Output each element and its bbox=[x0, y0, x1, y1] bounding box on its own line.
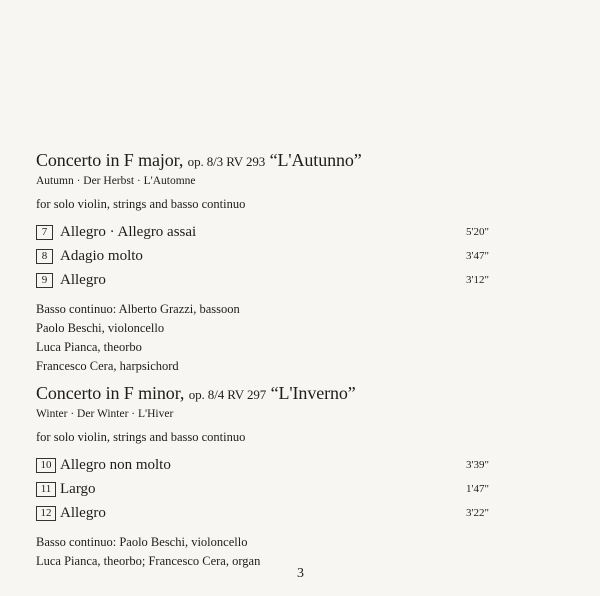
page-number: 3 bbox=[297, 566, 304, 581]
concerto-key: Concerto in F minor, bbox=[36, 383, 185, 403]
track-number: 11 bbox=[36, 482, 56, 497]
track-number: 12 bbox=[36, 506, 56, 521]
track-number: 8 bbox=[36, 249, 53, 264]
concerto-nickname: “L'Autunno” bbox=[269, 150, 362, 170]
concerto-title bbox=[36, 383, 496, 405]
concerto-scoring: for solo violin, strings and basso continuo bbox=[36, 197, 246, 211]
concerto-key: Concerto in F major, bbox=[36, 150, 184, 170]
track-row bbox=[36, 503, 496, 527]
track-name: Allegro bbox=[60, 272, 106, 288]
track-name: Allegro · Allegro assai bbox=[60, 224, 197, 240]
track-duration: 3'22" bbox=[466, 507, 489, 519]
track-duration: 3'39" bbox=[466, 459, 489, 471]
bleed-through-decoration bbox=[360, 30, 372, 45]
track-row bbox=[36, 246, 496, 270]
continuo-line: Basso continuo: Alberto Grazzi, bassoon bbox=[36, 302, 240, 316]
track-list bbox=[36, 455, 496, 527]
continuo-line: Francesco Cera, harpsichord bbox=[36, 359, 179, 373]
track-duration: 3'12" bbox=[466, 274, 489, 286]
continuo-credits bbox=[36, 300, 496, 376]
continuo-line: Luca Pianca, theorbo; Francesco Cera, organ bbox=[36, 554, 261, 568]
track-duration: 1'47" bbox=[466, 483, 489, 495]
concerto-opus: op. 8/3 RV 293 bbox=[187, 154, 266, 169]
track-duration: 5'20" bbox=[466, 226, 489, 238]
track-name: Allegro non molto bbox=[60, 457, 171, 473]
track-name: Allegro bbox=[60, 505, 106, 521]
continuo-line: Basso continuo: Paolo Beschi, violoncello bbox=[36, 535, 248, 549]
concerto-subtitle: Autumn · Der Herbst · L'Automne bbox=[36, 175, 196, 187]
continuo-line: Paolo Beschi, violoncello bbox=[36, 321, 165, 335]
concerto-subtitle: Winter · Der Winter · L'Hiver bbox=[36, 408, 174, 420]
track-number: 10 bbox=[36, 458, 56, 473]
track-name: Largo bbox=[60, 481, 96, 497]
concerto-nickname: “L'Inverno” bbox=[270, 383, 356, 403]
track-number: 7 bbox=[36, 225, 53, 240]
concerto-scoring: for solo violin, strings and basso continuo bbox=[36, 430, 246, 444]
concerto-winter bbox=[36, 383, 496, 571]
concerto-autumn bbox=[36, 150, 496, 376]
concerto-opus: op. 8/4 RV 297 bbox=[188, 387, 267, 402]
track-row bbox=[36, 479, 496, 503]
track-duration: 3'47" bbox=[466, 250, 489, 262]
track-row bbox=[36, 270, 496, 294]
track-list bbox=[36, 222, 496, 294]
track-row bbox=[36, 222, 496, 246]
track-row bbox=[36, 455, 496, 479]
concerto-title bbox=[36, 150, 496, 172]
track-name: Adagio molto bbox=[60, 248, 143, 264]
continuo-credits bbox=[36, 533, 496, 571]
track-number: 9 bbox=[36, 273, 53, 288]
continuo-line: Luca Pianca, theorbo bbox=[36, 340, 142, 354]
